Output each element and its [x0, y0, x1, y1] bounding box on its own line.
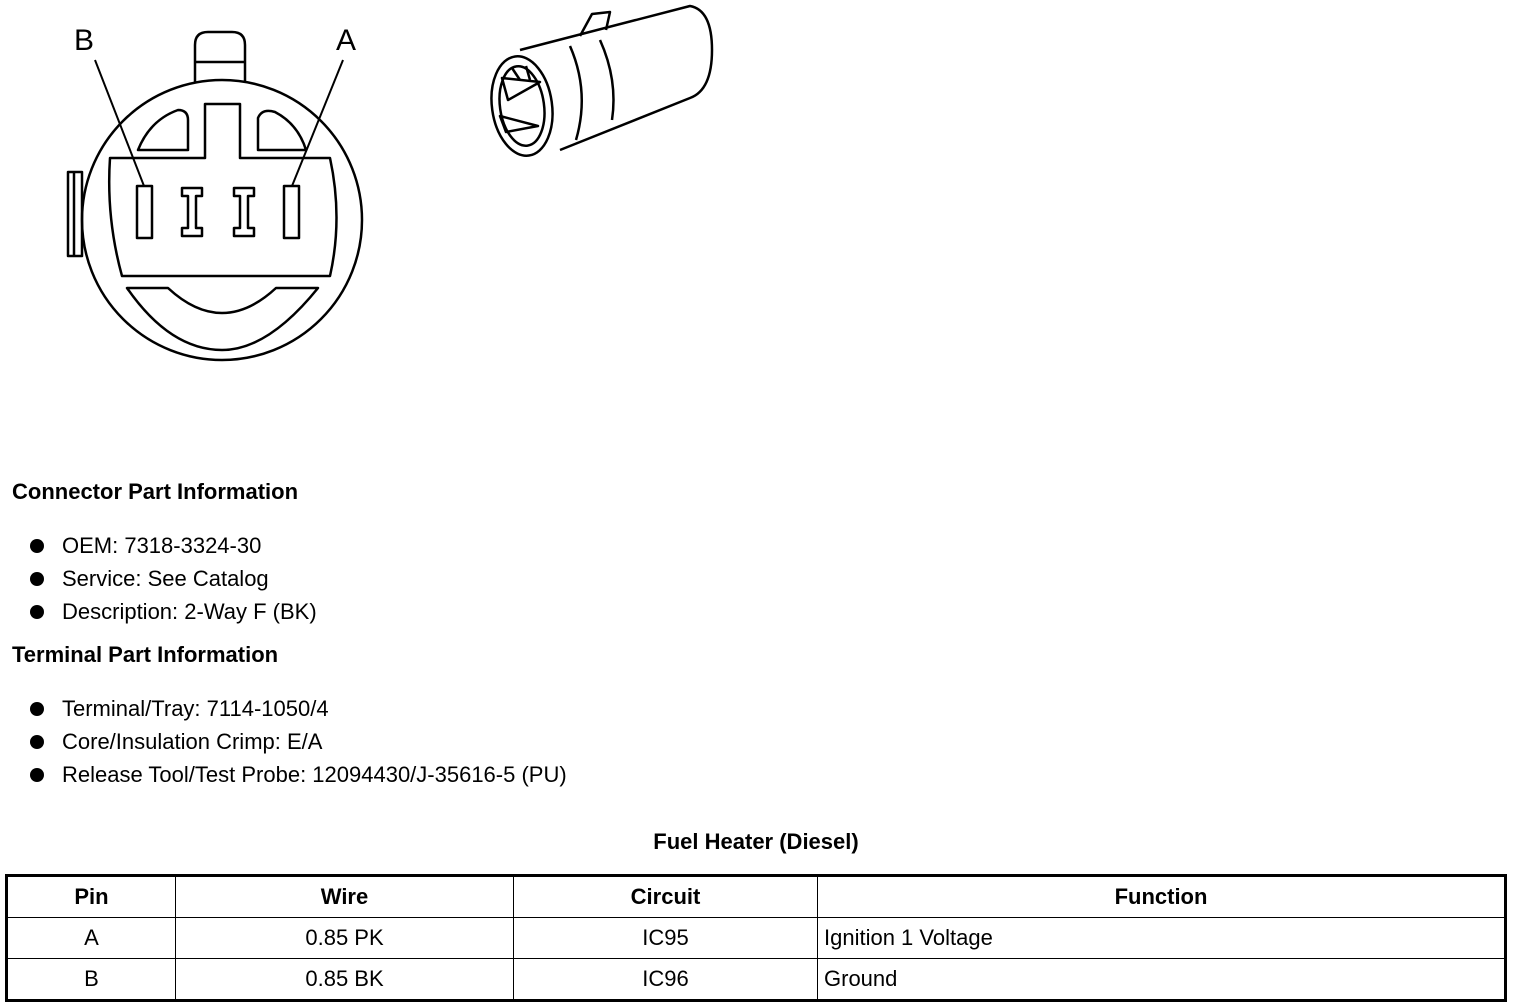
list-item: OEM: 7318-3324-30	[28, 529, 317, 562]
cell-pin: B	[7, 959, 176, 1001]
bullet-icon	[30, 735, 44, 749]
cell-pin: A	[7, 918, 176, 959]
cell-function: Ground	[818, 959, 1506, 1001]
connector-diagram	[0, 0, 760, 380]
list-item: Terminal/Tray: 7114-1050/4	[28, 692, 567, 725]
connector-info-list	[28, 529, 317, 628]
pinout-table	[5, 874, 1507, 1002]
pin-label-a: A	[336, 24, 357, 57]
column-header-circuit: Circuit	[514, 876, 818, 918]
list-item: Core/Insulation Crimp: E/A	[28, 725, 567, 758]
pin-label-b: B	[74, 24, 95, 57]
cell-function: Ignition 1 Voltage	[818, 918, 1506, 959]
connector-info-title: Connector Part Information	[12, 479, 299, 504]
table-row	[7, 959, 1506, 1001]
bullet-icon	[30, 572, 44, 586]
list-item: Release Tool/Test Probe: 12094430/J-35616-5 (PU)	[28, 758, 567, 791]
column-header-pin: Pin	[7, 876, 176, 918]
bullet-icon	[30, 605, 44, 619]
bullet-icon	[30, 539, 44, 553]
list-item: Service: See Catalog	[28, 562, 317, 595]
cell-wire: 0.85 BK	[176, 959, 514, 1001]
table-title: Fuel Heater (Diesel)	[653, 829, 859, 854]
terminal-info-title: Terminal Part Information	[12, 642, 279, 667]
list-item: Description: 2-Way F (BK)	[28, 595, 317, 628]
cell-circuit: IC95	[514, 918, 818, 959]
connector-side-view	[485, 6, 712, 160]
bullet-icon	[30, 702, 44, 716]
bullet-icon	[30, 768, 44, 782]
column-header-function: Function	[818, 876, 1506, 918]
table-row	[7, 918, 1506, 959]
cell-wire: 0.85 PK	[176, 918, 514, 959]
cell-circuit: IC96	[514, 959, 818, 1001]
table-header-row	[7, 876, 1506, 918]
column-header-wire: Wire	[176, 876, 514, 918]
terminal-info-list	[28, 692, 567, 791]
